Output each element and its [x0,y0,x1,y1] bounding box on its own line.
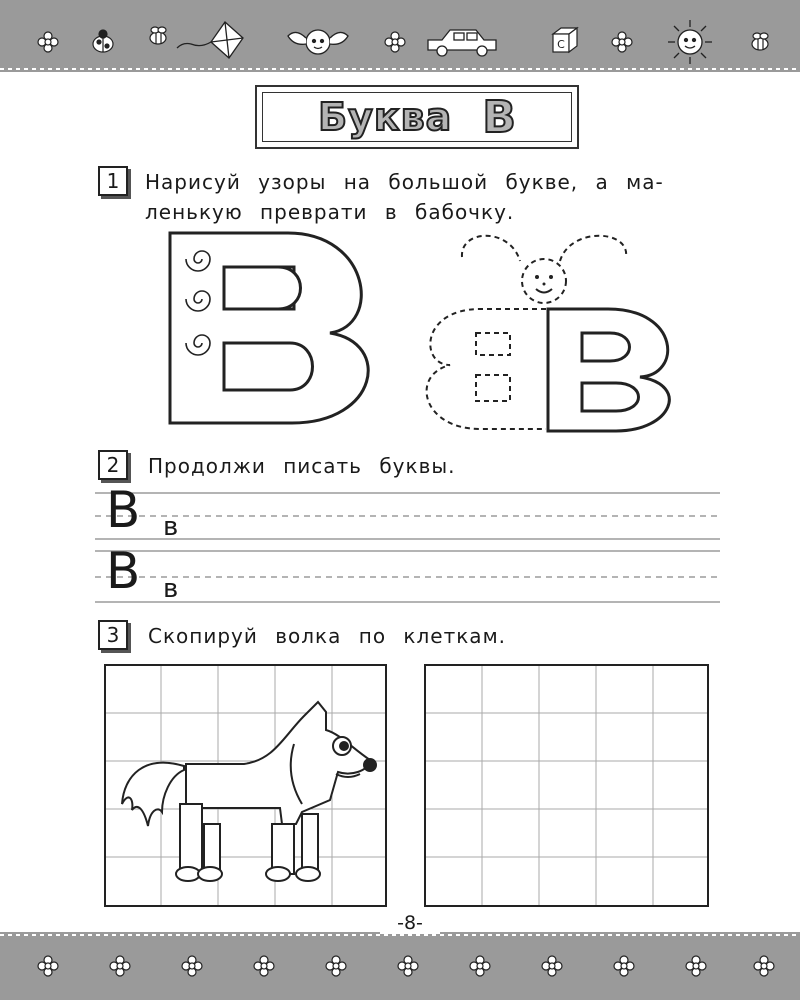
task-1-text-line1: Нарисуй узоры на большой букве, а ма- [145,170,664,194]
kite-icon [177,22,243,58]
wolf-copy-grid[interactable] [424,664,710,908]
wolf-source-grid [104,664,388,908]
task-1-text-line2: ленькую преврати в бабочку. [145,200,515,224]
flower-icon [686,956,706,976]
flower-icon [254,956,274,976]
bottom-band-art [0,932,800,1000]
top-decorative-band [0,0,800,72]
flower-icon [182,956,202,976]
flower-icon [38,32,58,52]
title-word: Буква [318,95,453,139]
flower-icon [612,32,632,52]
task-1-text [145,167,715,227]
top-band-art [0,0,800,72]
flower-icon [470,956,490,976]
flower-icon [385,32,405,52]
bottom-decorative-band [0,932,800,1000]
flower-icon [326,956,346,976]
flower-icon [398,956,418,976]
flower-icon [754,956,774,976]
flower-icon [110,956,130,976]
car-icon [428,30,496,56]
svg-text:С: С [557,38,565,51]
big-letter-patterned [160,225,390,430]
flower-icon [38,956,58,976]
ladybug-icon [93,30,113,52]
title-plate [255,85,579,149]
flower-icon [614,956,634,976]
task-1-number: 1 [98,166,128,196]
copy-row-1-upper: В [106,481,141,539]
cube-icon [553,28,577,52]
bee-icon [752,33,768,50]
copy-row-2-upper: В [106,542,141,600]
task-3-number: 3 [98,620,128,650]
copy-row-1-lower: в [163,512,179,542]
flower-icon [542,956,562,976]
bee-icon [150,27,166,44]
task-2-number: 2 [98,450,128,480]
title-letter: В [482,91,516,143]
copy-lines [95,485,725,610]
page-number: -8- [380,912,440,934]
task-2-text: Продолжи писать буквы. [148,454,456,478]
butterfly-letter [420,225,680,435]
sun-icon [668,20,712,64]
task-3-text: Скопируй волка по клеткам. [148,624,507,648]
doll-icon [288,30,348,54]
copy-row-2-lower: в [163,574,179,604]
wolf-drawing [122,702,376,881]
